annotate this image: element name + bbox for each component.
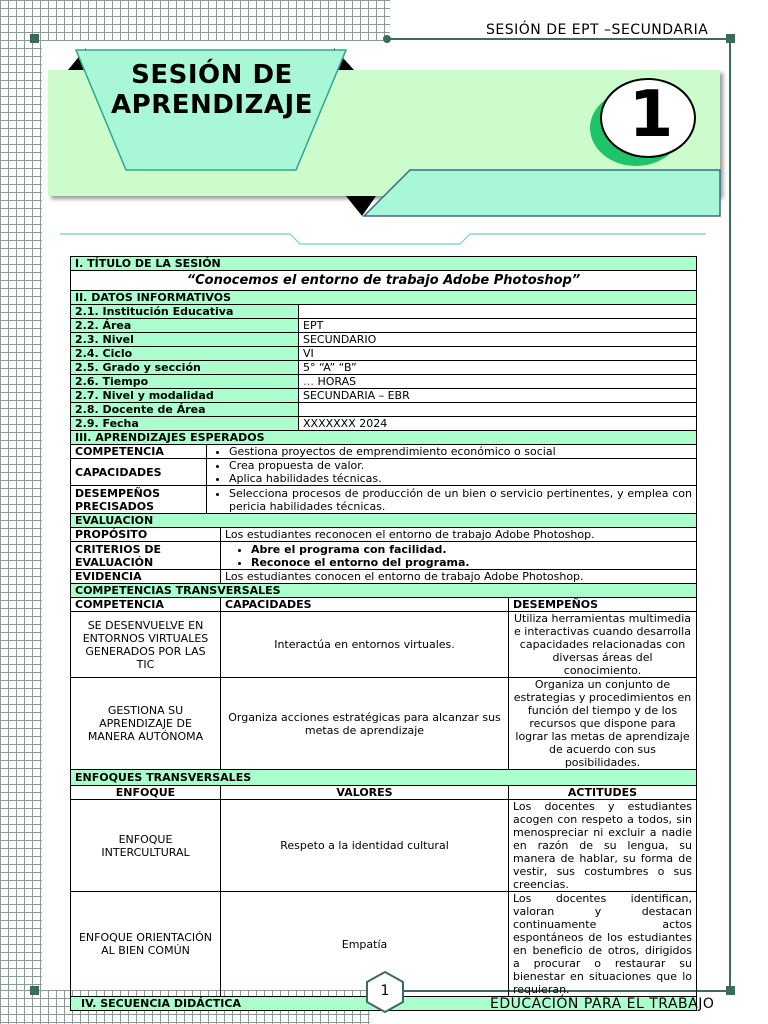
footer-label: EDUCACIÓN PARA EL TRABAJO bbox=[490, 996, 715, 1012]
competencia-value bbox=[207, 445, 697, 459]
et-enfoque: ENFOQUE ORIENTACIÓN AL BIEN COMÚN bbox=[71, 892, 221, 997]
datos-value bbox=[299, 403, 697, 417]
ct-header: CAPACIDADES bbox=[221, 598, 509, 612]
section-competencias-transversales: COMPETENCIAS TRANSVERSALES bbox=[71, 584, 697, 598]
et-header: VALORES bbox=[221, 786, 509, 800]
section-enfoques-transversales: ENFOQUES TRANSVERSALES bbox=[71, 770, 697, 786]
capacidades-label: CAPACIDADES bbox=[71, 459, 207, 486]
desempeno-item: • Selecciona procesos de producción de un bien o servicio pertinentes, y emplea con pericia habilidades técnicas. bbox=[229, 487, 692, 513]
proposito-label: PROPÓSITO bbox=[71, 528, 221, 542]
evidencia-value: Los estudiantes conocen el entorno de trabajo Adobe Photoshop. bbox=[221, 570, 697, 584]
desempenos-label: DESEMPEÑOS PRECISADOS bbox=[71, 486, 207, 514]
capacidad-item: • Aplica habilidades técnicas. bbox=[229, 472, 692, 485]
ct-capacidad: Organiza acciones estratégicas para alcanzar sus metas de aprendizaje bbox=[221, 678, 509, 770]
competencia-label: COMPETENCIA bbox=[71, 445, 207, 459]
section-datos: II. DATOS INFORMATIVOS bbox=[71, 291, 697, 305]
desempenos-value bbox=[207, 486, 697, 514]
datos-label: 2.4. Ciclo bbox=[71, 347, 299, 361]
proposito-value: Los estudiantes reconocen el entorno de trabajo Adobe Photoshop. bbox=[221, 528, 697, 542]
criterios-value bbox=[221, 542, 697, 570]
ct-desempeno: Utiliza herramientas multimedia e interactivas cuando desarrolla capacidades relacionadas con diversas áreas del conocimiento. bbox=[509, 612, 697, 678]
competencia-item: • Gestiona proyectos de emprendimiento económico o social bbox=[229, 445, 692, 458]
section-aprendizajes: III. APRENDIZAJES ESPERADOS bbox=[71, 431, 697, 445]
et-valor: Respeto a la identidad cultural bbox=[221, 800, 509, 892]
datos-label: 2.2. Área bbox=[71, 319, 299, 333]
section-evaluacion: EVALUACION bbox=[71, 514, 697, 528]
datos-label: 2.1. Institución Educativa bbox=[71, 305, 299, 319]
section-titulo: I. TÍTULO DE LA SESIÓN bbox=[71, 257, 697, 271]
datos-value: SECUNDARIA – EBR bbox=[299, 389, 697, 403]
time-unit: HORAS bbox=[314, 375, 357, 388]
capacidades-value bbox=[207, 459, 697, 486]
title-line-1: SESIÓN DE bbox=[131, 60, 293, 90]
ct-header: DESEMPEÑOS bbox=[509, 598, 697, 612]
datos-value: 5° “A” “B” bbox=[299, 361, 697, 375]
criterio-item: • Reconoce el entorno del programa. bbox=[251, 556, 692, 569]
session-number: 1 bbox=[628, 78, 674, 152]
section-secuencia: IV. SECUENCIA DIDÁCTICA bbox=[71, 997, 697, 1011]
et-header: ACTITUDES bbox=[509, 786, 697, 800]
corner-square-bl bbox=[30, 986, 39, 995]
datos-value: EPT bbox=[299, 319, 697, 333]
page-title bbox=[82, 60, 342, 120]
datos-label: 2.3. Nivel bbox=[71, 333, 299, 347]
datos-label: 2.6. Tiempo bbox=[71, 375, 299, 389]
session-table bbox=[70, 256, 697, 1011]
datos-label: 2.9. Fecha bbox=[71, 417, 299, 431]
datos-value: XXXXXXX 2024 bbox=[299, 417, 697, 431]
ct-header: COMPETENCIA bbox=[71, 598, 221, 612]
datos-value bbox=[299, 375, 697, 389]
page-number: 1 bbox=[380, 983, 390, 999]
et-enfoque: ENFOQUE INTERCULTURAL bbox=[71, 800, 221, 892]
et-valor: Empatía bbox=[221, 892, 509, 997]
session-title: “Conocemos el entorno de trabajo Adobe Photoshop” bbox=[71, 271, 697, 291]
et-header: ENFOQUE bbox=[71, 786, 221, 800]
datos-label: 2.8. Docente de Área bbox=[71, 403, 299, 417]
ct-desempeno: Organiza un conjunto de estrategias y procedimientos en función del tiempo y de los recursos que dispone para lograr las metas de aprendizaje de acuerdo con sus posibilidades. bbox=[509, 678, 697, 770]
time-ellipsis: … bbox=[303, 375, 314, 388]
et-actitud: Los docentes identifican, valoran y destacan continuamente actos espontáneos de los estudiantes en beneficio de otros, dirigidos a procurar o restaurar su bienestar en situaciones que lo requieran. bbox=[509, 892, 697, 997]
criterio-item: • Abre el programa con facilidad. bbox=[251, 543, 692, 556]
datos-label: 2.5. Grado y sección bbox=[71, 361, 299, 375]
criterios-label: CRITERIOS DE EVALUACIÓN bbox=[71, 542, 221, 570]
ct-competencia: SE DESENVUELVE EN ENTORNOS VIRTUALES GENERADOS POR LAS TIC bbox=[71, 612, 221, 678]
datos-value: VI bbox=[299, 347, 697, 361]
ct-capacidad: Interactúa en entornos virtuales. bbox=[221, 612, 509, 678]
title-line-2: APRENDIZAJE bbox=[111, 90, 313, 120]
capacidad-item: • Crea propuesta de valor. bbox=[229, 459, 692, 472]
et-actitud: Los docentes y estudiantes acogen con respeto a todos, sin menospreciar ni excluir a nadie en razón de su lengua, su manera de hablar, su forma de vestir, sus costumbres o sus creencias. bbox=[509, 800, 697, 892]
header-label: SESIÓN DE EPT –SECUNDARIA bbox=[486, 22, 709, 38]
ct-competencia: GESTIONA SU APRENDIZAJE DE MANERA AUTÓNOMA bbox=[71, 678, 221, 770]
datos-value bbox=[299, 305, 697, 319]
datos-value: SECUNDARIO bbox=[299, 333, 697, 347]
evidencia-label: EVIDENCIA bbox=[71, 570, 221, 584]
datos-label: 2.7. Nivel y modalidad bbox=[71, 389, 299, 403]
